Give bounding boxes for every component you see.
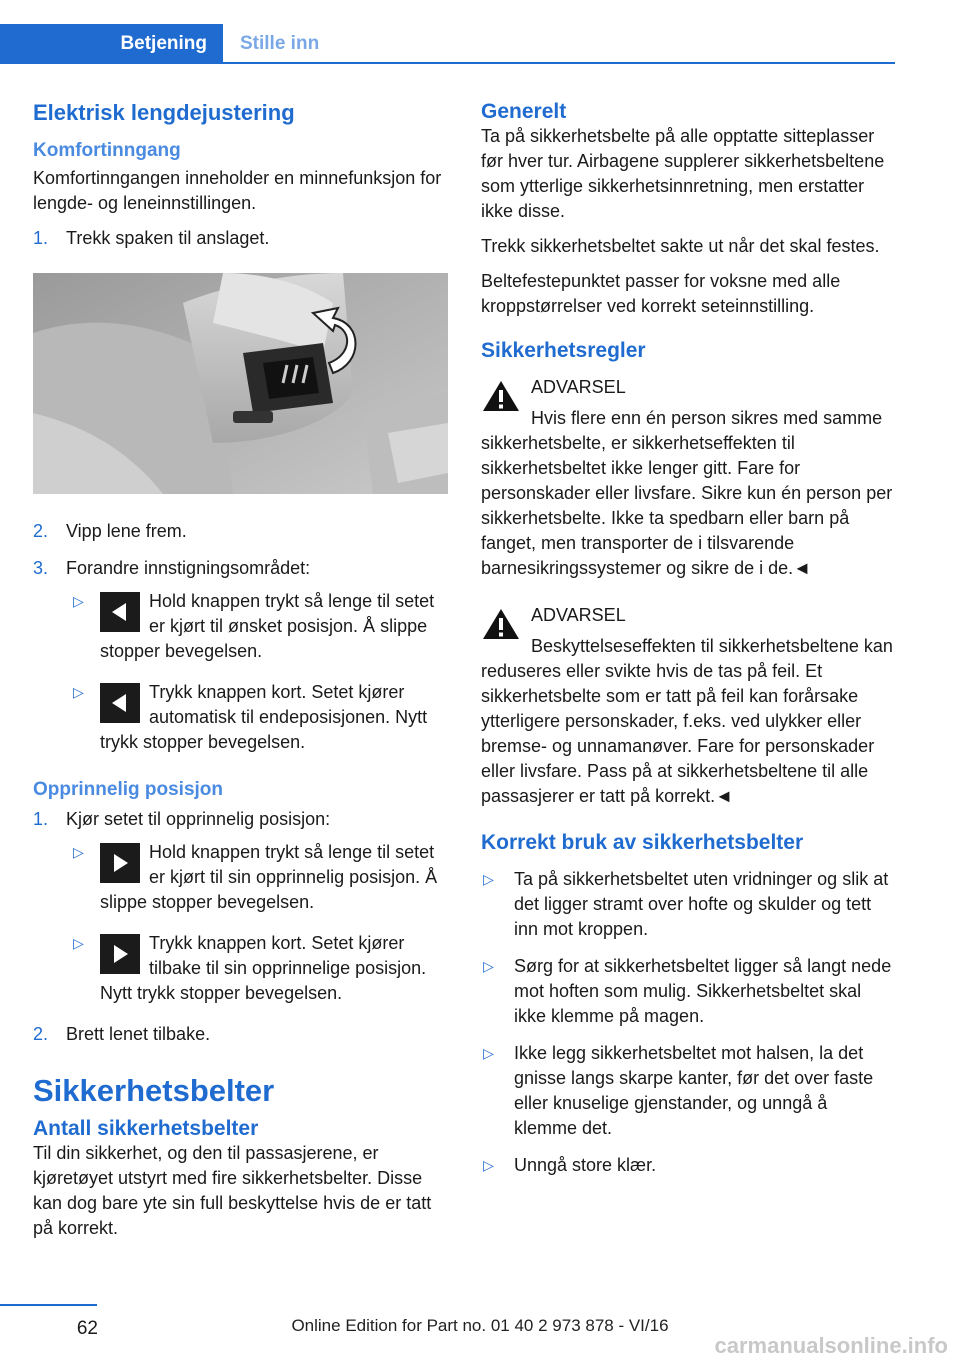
list-text: Brett lenet tilbake. [66, 1024, 211, 1044]
bullet-text: Unngå store klær. [514, 1155, 657, 1175]
seat-forward-button-icon [100, 683, 140, 723]
paragraph-komfortinngang: Komfortinngangen inneholder en minnefunksjon for lengde- og leneinnstillingen. [33, 168, 442, 213]
list-item [33, 226, 448, 251]
sub-list-item [33, 840, 448, 915]
sub-list-item [33, 680, 448, 755]
sub-list-text: Trykk knappen kort. Setet kjører automatisk til endeposisjonen. Nytt trykk stopper bevegelsen. [100, 682, 428, 752]
warning-block [481, 603, 894, 809]
list-number: 1. [33, 809, 49, 829]
chapter-tabs [0, 24, 895, 64]
bullet-text: Ikke legg sikkerhetsbeltet mot halsen, la det gnisse langs skarpe kanter, før det over faste eller knuselige gjenstander, og unngå å klemme det. [514, 1043, 874, 1138]
page-number: 62 [76, 1318, 98, 1339]
seat-back-button-icon [100, 934, 140, 974]
list-number: 2. [33, 1024, 49, 1044]
warning-triangle-icon [481, 607, 521, 641]
heading-antall: Antall sikkerhetsbelter [33, 1117, 259, 1140]
list-number: 1. [33, 228, 49, 248]
tab-betjening-label: Betjening [120, 33, 207, 54]
sub-list-text: Hold knappen trykt så lenge til setet er kjørt til ønsket posisjon. Å slippe stopper bevegelsen. [100, 591, 435, 661]
list-item [33, 1022, 448, 1047]
list-text: Vipp lene frem. [66, 521, 187, 541]
paragraph-antall: Til din sikkerhet, og den til passasjerene, er kjøretøyet utstyrt med fire sikkerhetsbelter. Disse kan dog bare yte sin full beskyttelse hvis de er tatt på korrekt. [33, 1143, 432, 1238]
list-text: Trekk spaken til anslaget. [66, 228, 270, 248]
heading-komfortinngang: Komfortinngang [33, 140, 181, 161]
bullet-triangle-icon: ▷ [483, 958, 494, 974]
heading-sikkerhetsbelter: Sikkerhetsbelter [33, 1073, 275, 1108]
heading-opprinnelig: Opprinnelig posisjon [33, 779, 223, 800]
warning-title: ADVARSEL [531, 377, 626, 397]
bullet-triangle-icon: ▷ [483, 871, 494, 887]
bullet-item [481, 954, 894, 1029]
bullet-item [481, 1041, 894, 1141]
seat-forward-button-icon [100, 592, 140, 632]
bullet-triangle-icon: ▷ [483, 1045, 494, 1061]
paragraph-generelt-2: Trekk sikkerhetsbeltet sakte ut når det skal festes. [481, 236, 880, 256]
bullet-item [481, 867, 894, 942]
sub-list-text: Trykk knappen kort. Setet kjører tilbake til sin opprinnelige posisjon. Nytt trykk stopper bevegelsen. [100, 933, 427, 1003]
bullet-text: Sørg for at sikkerhetsbeltet ligger så langt nede mot hoften som mulig. Sikkerhetsbeltet skal ikke klemme på magen. [514, 956, 892, 1026]
list-number: 2. [33, 521, 49, 541]
tab-betjening[interactable] [0, 24, 223, 62]
warning-block [481, 375, 894, 581]
bullet-text: Ta på sikkerhetsbeltet uten vridninger og slik at det ligger stramt over hofte og skulder og tett inn mot kroppen. [514, 869, 889, 939]
paragraph-generelt-3: Beltefestepunktet passer for voksne med alle kroppstørrelser ved korrekt seteinnstilling. [481, 271, 841, 316]
sub-list-item [33, 589, 448, 664]
heading-generelt: Generelt [481, 100, 567, 123]
edition-footer: Online Edition for Part no. 01 40 2 973 878 - VI/16 [291, 1316, 669, 1335]
bullet-triangle-icon: ▷ [73, 684, 84, 700]
warning-triangle-icon [481, 379, 521, 413]
right-column [481, 100, 894, 1190]
sub-list-item [33, 931, 448, 1006]
list-item [33, 807, 448, 832]
bullet-item [481, 1153, 894, 1178]
list-number: 3. [33, 558, 49, 578]
seat-back-button-icon [100, 843, 140, 883]
watermark: carmanualsonline.info [714, 1333, 948, 1358]
sub-list-text: Hold knappen trykt så lenge til setet er kjørt til sin opprinnelig posisjon. Å slippe stopper bevegelsen. [100, 842, 438, 912]
bullet-triangle-icon: ▷ [483, 1157, 494, 1173]
paragraph-generelt-1: Ta på sikkerhetsbelte på alle opptatte sitteplasser før hver tur. Airbagene supplerer sikkerhetsbeltene som ytterlige sikkerhetsinnretning, men erstatter ikke disse. [481, 126, 885, 221]
warning-text: Beskyttelseseffekten til sikkerhetsbeltene kan reduseres eller svikte hvis de tas på feil. Et sikkerhetsbelte som er tatt på feil kan forårsake ytterligere personskader, f.eks. ved ulykker eller bremse- og unnamanøver. Fare for personskader eller livsfare. Pass på at sikkerhetsbeltene til alle passasjerer er tatt på korrekt.◄ [481, 636, 893, 806]
heading-elektrisk: Elektrisk lengdejustering [33, 100, 295, 125]
bullet-triangle-icon: ▷ [73, 844, 84, 860]
list-text: Forandre innstigningsområdet: [66, 558, 311, 578]
heading-korrekt-bruk: Korrekt bruk av sikkerhetsbelter [481, 831, 804, 854]
bullet-triangle-icon: ▷ [73, 593, 84, 609]
warning-title: ADVARSEL [531, 605, 626, 625]
warning-text: Hvis flere enn én person sikres med samme sikkerhetsbelte, er sikkerhetseffekten til sikkerhetsbeltet ikke lenger gitt. Fare for personskader eller livsfare. Sikre kun én person per sikkerhetsbelte. Ikke ta spedbarn eller barn på fanget, men transporter de i tilsvarende barnesikringssystemer og sikre de i de.◄ [481, 408, 893, 578]
bullet-triangle-icon: ▷ [73, 935, 84, 951]
list-item [33, 519, 448, 544]
list-text: Kjør setet til opprinnelig posisjon: [66, 809, 331, 829]
seat-lever-photo [33, 273, 448, 494]
page-number-rule [0, 1304, 97, 1306]
list-item [33, 556, 448, 581]
tab-stille-inn[interactable]: Stille inn [240, 33, 320, 54]
heading-sikkerhetsregler: Sikkerhetsregler [481, 339, 646, 362]
left-column [33, 100, 448, 1251]
